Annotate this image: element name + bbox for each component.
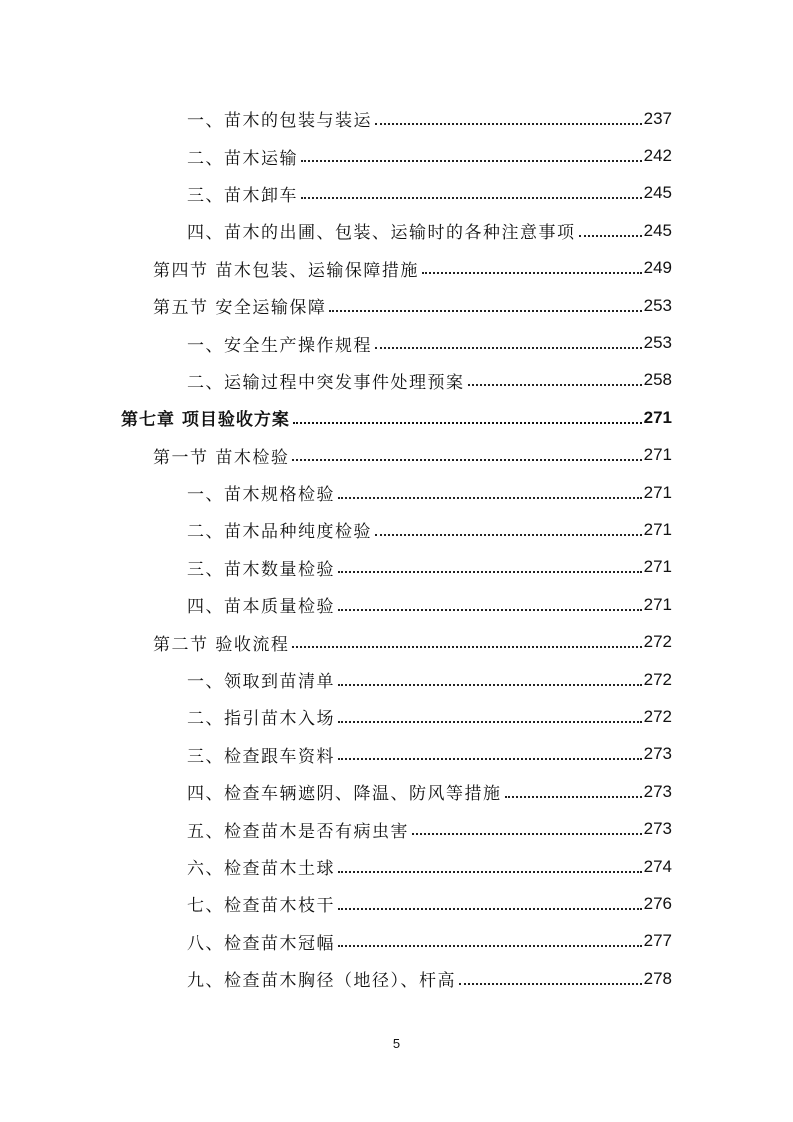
toc-entry-title: 九、检查苗木胸径（地径）、杆高 <box>187 966 459 991</box>
toc-entry-title: 三、检查跟车资料 <box>187 742 338 767</box>
toc-entry-title: 二、运输过程中突发事件处理预案 <box>187 368 468 393</box>
dot-leader <box>329 309 641 312</box>
toc-entry[interactable] <box>0 511 793 548</box>
toc-entry-title: 一、苗木规格检验 <box>187 480 338 505</box>
toc-entry-title: 一、苗木的包装与装运 <box>187 106 375 131</box>
toc-entry-page: 237 <box>643 108 672 128</box>
dot-leader <box>338 570 642 573</box>
toc-entry[interactable] <box>0 848 793 885</box>
toc-entry-page: 272 <box>643 632 672 652</box>
toc-entry-page: 271 <box>643 445 672 465</box>
toc-entry-title: 五、检查苗木是否有病虫害 <box>187 817 412 842</box>
dot-leader <box>338 720 642 723</box>
dot-leader <box>375 122 642 125</box>
toc-entry-page: 277 <box>643 931 672 951</box>
toc-entry-page: 274 <box>643 856 672 876</box>
toc-entry[interactable] <box>0 137 793 174</box>
toc-entry[interactable] <box>0 100 793 137</box>
toc-entry-page: 258 <box>643 370 672 390</box>
toc-entry-page: 273 <box>643 781 672 801</box>
toc-entry-title: 第二节 验收流程 <box>153 630 292 655</box>
toc-entry-page: 271 <box>643 407 672 427</box>
toc-entry-page: 249 <box>643 258 672 278</box>
dot-leader <box>301 196 642 199</box>
dot-leader <box>375 533 642 536</box>
toc-entry-page: 273 <box>643 819 672 839</box>
toc-entry-title: 八、检查苗木冠幅 <box>187 929 338 954</box>
toc-entry[interactable] <box>0 175 793 212</box>
toc-entry-page: 271 <box>643 557 672 577</box>
toc-entry-page: 278 <box>643 968 672 988</box>
toc-entry[interactable] <box>0 474 793 511</box>
dot-leader <box>375 346 642 349</box>
dot-leader <box>338 907 642 910</box>
toc-entry[interactable] <box>0 923 793 960</box>
table-of-contents <box>0 100 793 997</box>
toc-entry-page: 276 <box>643 893 672 913</box>
toc-entry[interactable] <box>0 661 793 698</box>
toc-entry[interactable] <box>0 362 793 399</box>
toc-entry[interactable] <box>0 250 793 287</box>
dot-leader <box>412 832 642 835</box>
dot-leader <box>338 757 642 760</box>
page-number: 5 <box>392 1036 401 1051</box>
toc-entry-title: 第七章 项目验收方案 <box>121 405 293 430</box>
dot-leader <box>292 645 641 648</box>
toc-entry-page: 271 <box>643 482 672 502</box>
toc-entry-title: 三、苗木数量检验 <box>187 555 338 580</box>
toc-entry[interactable] <box>0 773 793 810</box>
toc-entry[interactable] <box>0 810 793 847</box>
dot-leader <box>468 383 642 386</box>
toc-entry[interactable] <box>0 437 793 474</box>
dot-leader <box>338 683 642 686</box>
toc-entry-title: 第一节 苗木检验 <box>153 443 292 468</box>
toc-entry[interactable] <box>0 549 793 586</box>
toc-entry-page: 245 <box>643 220 672 240</box>
toc-entry[interactable] <box>0 586 793 623</box>
dot-leader <box>505 795 642 798</box>
toc-entry-title: 一、领取到苗清单 <box>187 667 338 692</box>
dot-leader <box>338 944 642 947</box>
dot-leader <box>459 982 642 985</box>
toc-entry-title: 四、苗本质量检验 <box>187 592 338 617</box>
toc-entry-title: 第四节 苗木包装、运输保障措施 <box>153 256 422 281</box>
toc-entry-page: 272 <box>643 669 672 689</box>
toc-entry-title: 四、苗木的出圃、包装、运输时的各种注意事项 <box>187 218 579 243</box>
dot-leader <box>338 608 642 611</box>
toc-entry-title: 三、苗木卸车 <box>187 181 301 206</box>
toc-entry-page: 271 <box>643 519 672 539</box>
dot-leader <box>301 159 642 162</box>
toc-entry-title: 四、检查车辆遮阴、降温、防风等措施 <box>187 779 505 804</box>
toc-entry[interactable] <box>0 736 793 773</box>
toc-entry[interactable] <box>0 885 793 922</box>
toc-entry[interactable] <box>0 623 793 660</box>
dot-leader <box>579 234 642 237</box>
toc-entry-title: 二、指引苗木入场 <box>187 704 338 729</box>
dot-leader <box>422 271 642 274</box>
toc-entry-page: 271 <box>643 594 672 614</box>
toc-entry-title: 六、检查苗木土球 <box>187 854 338 879</box>
dot-leader <box>338 870 642 873</box>
toc-entry-page: 242 <box>643 146 672 166</box>
toc-entry[interactable] <box>0 960 793 997</box>
toc-entry-page: 245 <box>643 183 672 203</box>
toc-entry-title: 二、苗木运输 <box>187 144 301 169</box>
toc-entry-title: 二、苗木品种纯度检验 <box>187 517 375 542</box>
dot-leader <box>293 421 642 424</box>
toc-entry-page: 253 <box>643 333 672 353</box>
toc-entry[interactable] <box>0 287 793 324</box>
toc-entry[interactable] <box>0 324 793 361</box>
dot-leader <box>338 496 642 499</box>
toc-entry-page: 272 <box>643 706 672 726</box>
toc-entry-title: 一、安全生产操作规程 <box>187 331 375 356</box>
toc-entry[interactable] <box>0 399 793 436</box>
toc-entry-page: 253 <box>643 295 672 315</box>
toc-entry-title: 第五节 安全运输保障 <box>153 293 329 318</box>
dot-leader <box>292 458 641 461</box>
toc-entry-page: 273 <box>643 744 672 764</box>
toc-entry[interactable] <box>0 698 793 735</box>
toc-entry[interactable] <box>0 212 793 249</box>
toc-entry-title: 七、检查苗木枝干 <box>187 891 338 916</box>
